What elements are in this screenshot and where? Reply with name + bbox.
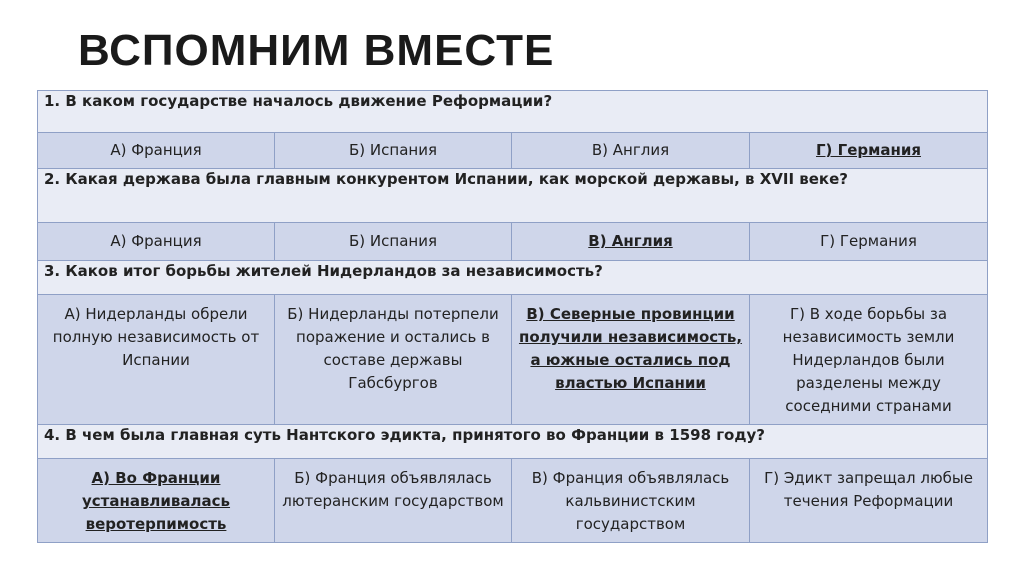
correct-answer-option: Г) Германия bbox=[750, 133, 988, 169]
answer-option: В) Франция объявлялась кальвинистским государством bbox=[512, 459, 750, 543]
answer-option: А) Франция bbox=[38, 133, 275, 169]
answer-option: Г) Эдикт запрещал любые течения Реформации bbox=[750, 459, 988, 543]
quiz-table bbox=[37, 90, 988, 543]
answers-row bbox=[38, 223, 988, 261]
answer-option: Б) Франция объявлялась лютеранским государством bbox=[275, 459, 512, 543]
question-row bbox=[38, 261, 988, 295]
answers-row bbox=[38, 295, 988, 425]
question-text: 3. Каков итог борьбы жителей Нидерландов за независимость? bbox=[38, 261, 988, 295]
answer-option: В) Англия bbox=[512, 133, 750, 169]
answer-option: Б) Испания bbox=[275, 133, 512, 169]
question-text: 4. В чем была главная суть Нантского эдикта, принятого во Франции в 1598 году? bbox=[38, 425, 988, 459]
correct-answer-option: В) Англия bbox=[512, 223, 750, 261]
answer-option: Б) Нидерланды потерпели поражение и остались в составе державы Габсбургов bbox=[275, 295, 512, 425]
question-row bbox=[38, 425, 988, 459]
answers-row bbox=[38, 459, 988, 543]
answer-option: А) Нидерланды обрели полную независимость от Испании bbox=[38, 295, 275, 425]
question-row bbox=[38, 91, 988, 133]
answer-option: Б) Испания bbox=[275, 223, 512, 261]
question-text: 1. В каком государстве началось движение Реформации? bbox=[38, 91, 988, 133]
answer-option: А) Франция bbox=[38, 223, 275, 261]
question-row bbox=[38, 169, 988, 223]
page-title: ВСПОМНИМ ВМЕСТЕ bbox=[78, 26, 555, 75]
answer-option: Г) В ходе борьбы за независимость земли Нидерландов были разделены между соседними странами bbox=[750, 295, 988, 425]
correct-answer-option: В) Северные провинции получили независимость, а южные остались под властью Испании bbox=[512, 295, 750, 425]
correct-answer-option: А) Во Франции устанавливалась веротерпимость bbox=[38, 459, 275, 543]
answer-option: Г) Германия bbox=[750, 223, 988, 261]
question-text: 2. Какая держава была главным конкурентом Испании, как морской державы, в XVII веке? bbox=[38, 169, 988, 223]
answers-row bbox=[38, 133, 988, 169]
